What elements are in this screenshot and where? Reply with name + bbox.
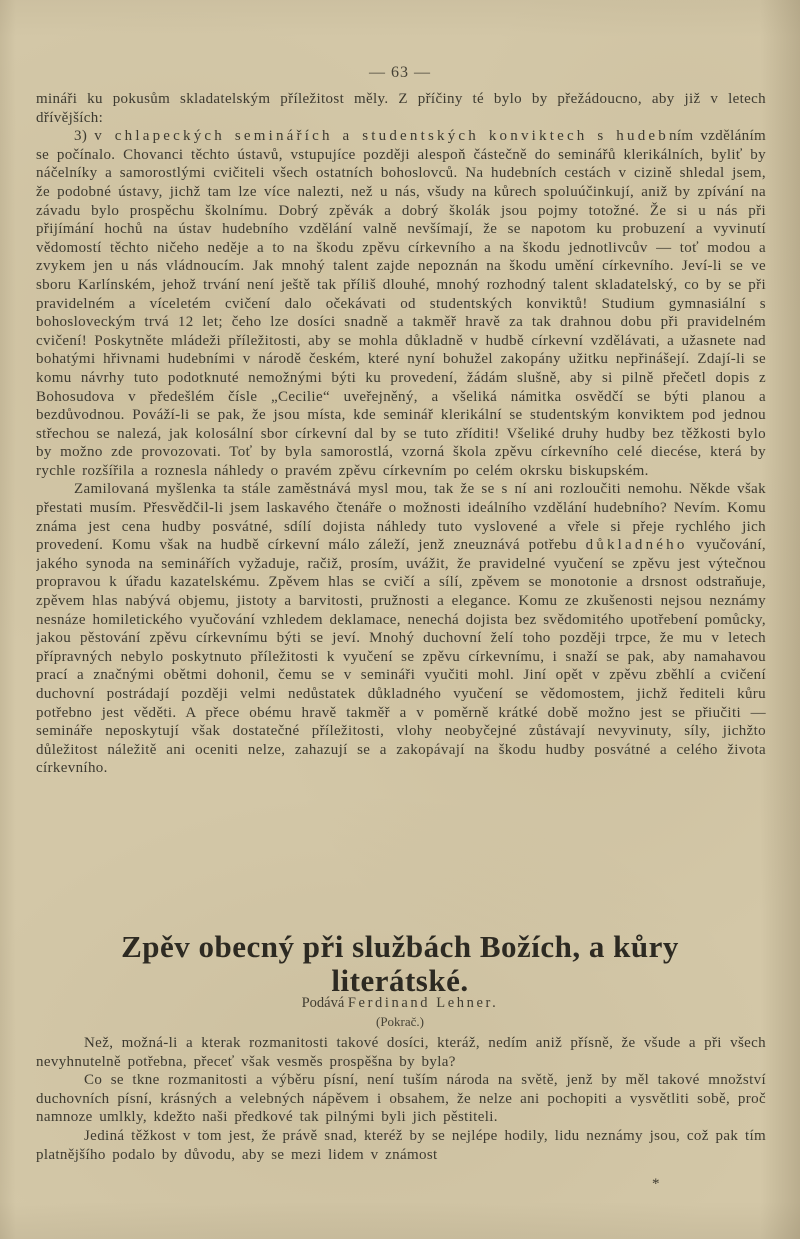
emphasized-spaced-text: v chlapeckých seminářích a studentských konviktech s hudeb <box>94 128 669 145</box>
footnote-asterisk: * <box>652 1176 660 1192</box>
emphasized-spaced-word: důkladného <box>585 537 688 554</box>
body-text-lower <box>36 1034 766 1184</box>
author-name: Ferdinand Lehner. <box>347 995 499 1011</box>
continuation-note: (Pokrač.) <box>375 1014 424 1029</box>
paragraph-question: Než, možná-li a kterak rozmanitosti takové dosíci, kteráž, nedím aniž přísně, že všude a při všech nevyhnutelně potřebna, přeceť však vesměs prospěšna by byla? <box>36 1035 766 1070</box>
article-title-line2: literátské. <box>331 963 469 998</box>
paragraph-difficulty: Jediná těžkost v tom jest, že právě snad, kteréž by se nejlépe hodily, lidu neznámy jsou, což pak tím platnějšího podalo by důvodu, aby se mezi lidem v známost <box>36 1127 766 1163</box>
paragraph-song-variety: Co se tkne rozmanitosti a výběru písní, není tuším národa na světě, jenž by měl takové množství duchovních písní, krásných a velebných nápěvem i obsahem, že nelze ani pochopiti a vysvětliti sobě, proč namnoze umlkly, kdežto naši předkové tak pilnými byli jich pěstiteli. <box>36 1072 766 1126</box>
article-title <box>0 930 800 998</box>
paragraph-seminaries: 3) v chlapeckých seminářích a studentských konviktech s hudebním vzděláním se počínalo. Chovanci těchto ústavů, vstupujíce později alespoň částečně do seminářů klerikálních, byliť by náčelníky a samorostlými cvičiteli všech ostatních bohoslovců. Na hudebních cestách v cizině shledal jsem, že podobné ústavy, jichž tam lze více nalezti, než u nás, všudy na kůrech spoluúčinkují, aniž by zpívání na závadu bylo prospěchu školnímu. Dobrý zpěvák a dobrý školák jsou pojmy totožné. Že si u nás při přijímání hochů na ústav hudebního vzdělání valně nevšímají, že se napotom ku probuzení a vyvinutí vědomostí těchto ničeho neděje a to na škodu zpěvu církevního a na škodu jednotlivcův — toť modou a zvykem jen u nás vládnoucím. Jak mnohý talent zajde nepoznán na škodu umění církevního. Jeví-li se ve sboru Karlínském, jehož trvání není ještě tak příliš dlouhé, mnohý rozhodný talent skladatelský, co by se při pravidelném a víceletém cvičení dalo očekávati od studentských konviktů! Studium gymnasiální s bohosloveckým trvá 12 let; čeho lze dosíci snadně a takměř hravě za tak drahnou dobu při pravidelném cvičení! Poskytněte mládeži příležitosti, aby se mohla důkladně v hudbě církevní vzdělávati, a užasnete nad bohatými hřivnami hudebními v národě českém, které nyní bohužel zakopány užitku nepřinášejí. Zdají-li se komu návrhy tuto podotknuté nemožnými býti ku provedení, žádám slušně, aby si pilně přečetl dopis z Bohosudova v předešlém čísle „Cecilie“ uveřejněný, a všeliká námitka osvědčí se býti planou a bezdůvodnou. Pováží-li se pak, že jsou místa, kde seminář klerikální se studentským konviktem pod jednou střechou se nalezá, jak kolosální sbor církevní dal by se tuto zříditi! Všeliké druhy hudby bez těžkosti bylo by možno zde provozovati. Toť by byla samorostlá, vzorná škola zpěvu církevního celé diecése, která by rychle rozšířila a roznesla náhledy o pravém zpěvu církevním po celém okrsku biskupském. <box>36 128 766 479</box>
paragraph-continuation: mináři ku pokusům skladatelským příležitost měly. Z příčiny té bylo by přežádoucno, aby již v letech dřívějších: <box>36 91 766 126</box>
paragraph-beloved-idea: Zamilovaná myšlenka ta stále zaměstnává mysl mou, tak že se s ní ani rozloučiti nemohu. Někde však přestati musím. Přesvědčil-li jsem laskavého čtenáře o možnosti ideálního vzdělání hudebního? Nevím. Komu známa jest cena hudby posvátné, sdílí dojista náhledy tuto vyslovené a vřele si přeje rychlého jich provedení. Komu však na hudbě církevní málo záleží, jenž zneuznává potřebu důkladného vyučování, jakého synoda na seminářích vyžaduje, račiž, prosím, uvážit, že pravidelné vyučení se zpěvu jest výtečnou propravou k úřadu kazatelskému. Zpěvem hlas se cvičí a sílí, zpěvem se monotonie a drsnost odstraňuje, zpěvem hlas nabývá objemu, jistoty a barvitosti, pružnosti a elegance. Komu ze zkušenosti nejsou neznámy nesnáze homiletického vyučování vzhledem deklamace, nenechá dojista bez svědomitého upotřebení pomůcky, jakou pěstování zpěvu církevnímu býti se jeví. Mnohý duchovní želí toho později trpce, že mu v letech přípravných nebylo poskytnuto příležitosti k vyučení se zpěvu církevnímu, i snaží se pak, aby namahavou prací a značnými obětmi dohonil, čemu se v semináři vyučiti mohl. Jiní opět v zpěvu zběhlí a cvičení duchovní postrádají později velmi nedůstatek důkladného vyučení se vědomostem, jichž řediteli kůru potřebno jest věděti. A přece obému hravě takměř a v poměrně krátké době možno jest se přiučiti — semináře neposkytují však dostatečné příležitosti, vlohy neobyčejné zůstávají nevyvinuty, síly, jichžto důležitost náležitě ani oceniti nelze, zahazují se a zakopávají na škodu hudby posvátné a celého života církevního. <box>36 481 766 777</box>
page-number: — 63 — <box>369 64 431 81</box>
byline-prefix: Podává <box>301 995 348 1011</box>
body-text-upper <box>36 90 766 932</box>
article-byline <box>0 995 800 1012</box>
article-title-line1: Zpěv obecný při službách Božích, a kůry <box>121 929 679 964</box>
